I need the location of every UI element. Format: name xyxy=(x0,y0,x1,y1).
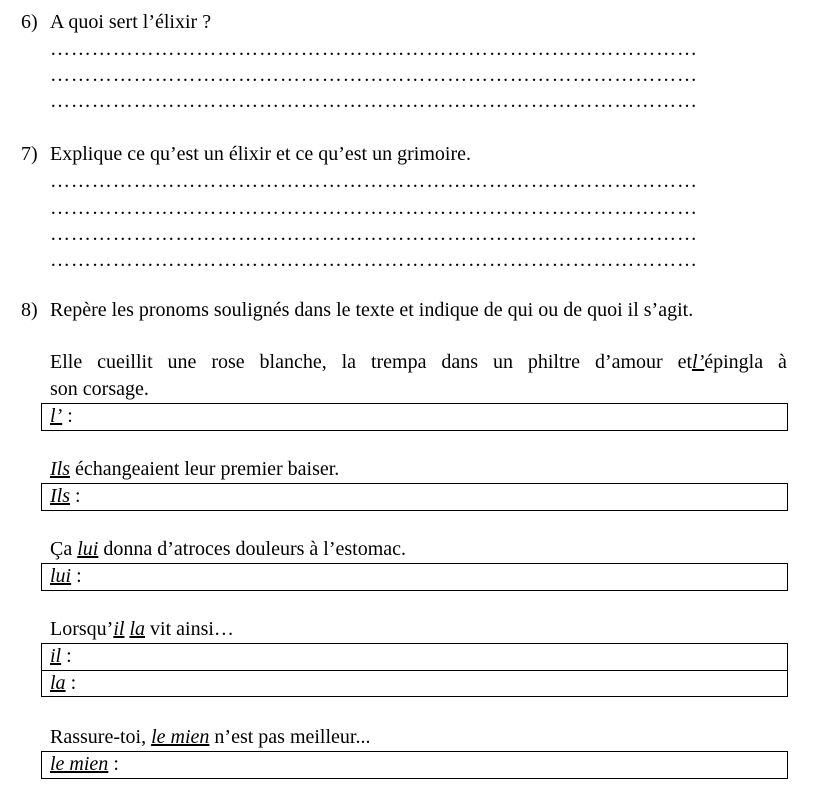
answer-line: ………………………………………………………………………………… xyxy=(50,90,698,112)
answer-row[interactable] xyxy=(42,670,787,696)
sentence-1-line-2: son corsage. xyxy=(50,378,149,400)
answer-colon: : xyxy=(62,405,73,427)
question-6-number: 6) xyxy=(21,11,38,33)
answer-line: ………………………………………………………………………………… xyxy=(50,38,698,60)
answer-label: Ils xyxy=(50,485,70,507)
word: Elle xyxy=(50,351,83,373)
sentence-text: échangeaient leur premier baiser. xyxy=(70,458,340,480)
answer-box-ils[interactable] xyxy=(41,483,788,511)
answer-line: ………………………………………………………………………………… xyxy=(50,197,698,219)
underlined-pronoun: le mien xyxy=(151,726,210,748)
sentence-text: Rassure-toi, xyxy=(50,726,152,748)
answer-line: ………………………………………………………………………………… xyxy=(50,170,698,192)
word: une xyxy=(167,351,197,373)
word: blanche, xyxy=(259,351,327,373)
answer-label: l’ xyxy=(50,405,63,427)
sentence-2 xyxy=(50,457,339,481)
answer-label: la xyxy=(50,672,66,694)
answer-colon: : xyxy=(70,485,81,507)
question-8-number: 8) xyxy=(21,299,38,321)
sentence-3 xyxy=(50,537,406,561)
underlined-pronoun: il xyxy=(113,618,125,640)
question-7-number: 7) xyxy=(21,143,38,165)
word: rose xyxy=(211,351,245,373)
underlined-pronoun: l’ xyxy=(692,351,705,373)
question-8-text: Repère les pronoms soulignés dans le texte et indique de qui ou de quoi il s’agit. xyxy=(50,299,694,321)
answer-row[interactable] xyxy=(42,644,787,670)
answer-label: lui xyxy=(50,565,72,587)
answer-box-l[interactable] xyxy=(41,403,788,431)
answer-row[interactable] xyxy=(42,564,787,590)
answer-label: il xyxy=(50,645,62,667)
word: cueillit xyxy=(97,351,153,373)
underlined-pronoun: la xyxy=(129,618,146,640)
question-7-text: Explique ce qu’est un élixir et ce qu’est un grimoire. xyxy=(50,143,471,165)
sentence-5 xyxy=(50,725,370,749)
answer-box-lui[interactable] xyxy=(41,563,788,591)
answer-colon: : xyxy=(108,753,119,775)
word: un xyxy=(492,351,513,373)
answer-colon: : xyxy=(71,565,82,587)
word: d’amour xyxy=(594,351,663,373)
underlined-pronoun: lui xyxy=(77,538,99,560)
sentence-1-line-1 xyxy=(50,351,787,374)
sentence-text: n’est pas meilleur... xyxy=(209,726,371,748)
word: à xyxy=(778,351,787,373)
answer-colon: : xyxy=(65,672,77,694)
word-with-pronoun: etl’épingla xyxy=(677,351,764,373)
question-6-text: A quoi sert l’élixir ? xyxy=(50,11,212,33)
answer-colon: : xyxy=(61,645,72,667)
answer-row[interactable] xyxy=(42,484,787,510)
word: trempa xyxy=(370,351,427,373)
answer-label: le mien xyxy=(50,753,109,775)
answer-box-le-mien[interactable] xyxy=(41,751,788,779)
sentence-text: donna d’atroces douleurs à l’estomac. xyxy=(98,538,407,560)
answer-row[interactable] xyxy=(42,752,787,778)
answer-line: ………………………………………………………………………………… xyxy=(50,223,698,245)
answer-line: ………………………………………………………………………………… xyxy=(50,249,698,271)
word: dans xyxy=(441,351,479,373)
word: philtre xyxy=(527,351,581,373)
sentence-text: Lorsqu’ xyxy=(50,618,114,640)
sentence-4 xyxy=(50,617,234,641)
answer-row[interactable] xyxy=(42,404,787,430)
sentence-text: vit ainsi… xyxy=(145,618,234,640)
underlined-pronoun: Ils xyxy=(50,458,70,480)
answer-box-il-la[interactable] xyxy=(41,643,788,697)
answer-line: ………………………………………………………………………………… xyxy=(50,64,698,86)
sentence-text: Ça xyxy=(50,538,78,560)
word: la xyxy=(341,351,357,373)
